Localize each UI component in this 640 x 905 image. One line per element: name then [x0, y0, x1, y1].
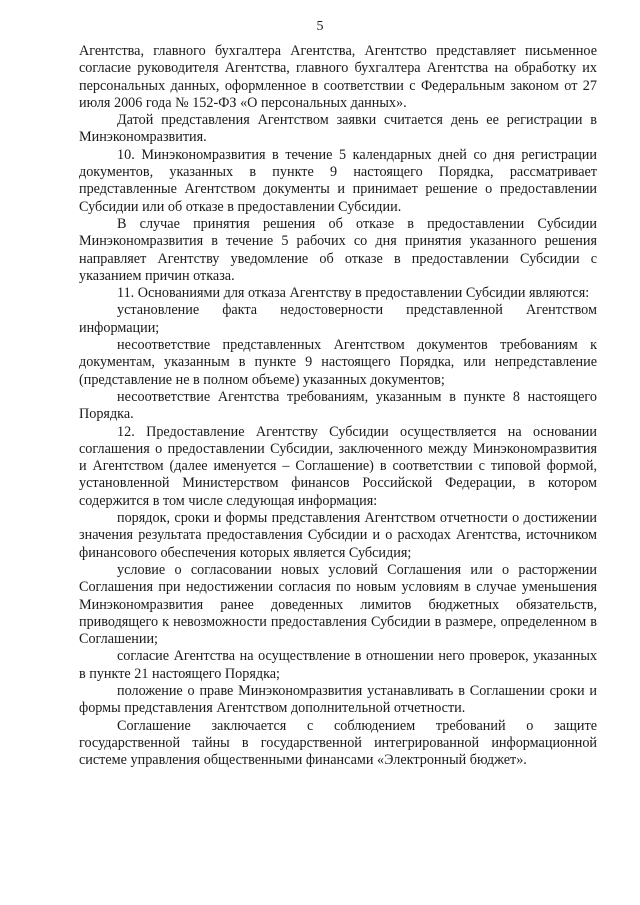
list-item-refusal-reason: установление факта недостоверности представленной Агентством информации;: [79, 302, 597, 336]
paragraph-continuation: Агентства, главного бухгалтера Агентства, Агентство представляет письменное согласие руководителя Агентства, главного бухгалтера Агентства на обработку их персональных данных, оформленное в соответствии с Федеральным законом от 27 июля 2006 года № 152-ФЗ «О персональных данных».: [79, 43, 597, 111]
document-body: [79, 43, 597, 769]
paragraph-agreement-secrecy: Соглашение заключается с соблюдением требований о защите государственной тайны в государственной интегрированной информационной системе управления общественными финансами «Электронный бюджет».: [79, 717, 597, 769]
list-item-agreement-info: положение о праве Минэкономразвития устанавливать в Соглашении сроки и формы представления Агентством дополнительной отчетности.: [79, 682, 597, 717]
list-item-refusal-reason: несоответствие Агентства требованиям, указанным в пункте 8 настоящего Порядка.: [79, 388, 597, 423]
paragraph-clause-12: 12. Предоставление Агентству Субсидии осуществляется на основании соглашения о предоставлении Субсидии, заключенного между Минэкономразвития и Агентством (далее именуется – Соглашение) в соответствии с типовой формой, установленной Министерством финансов Российской Федерации, в котором содержится в том числе следующая информация:: [79, 423, 597, 509]
paragraph-clause-11: 11. Основаниями для отказа Агентству в предоставлении Субсидии являются:: [117, 285, 590, 302]
list-item-agreement-info: согласие Агентства на осуществление в отношении него проверок, указанных в пункте 21 настоящего Порядка;: [79, 648, 597, 682]
paragraph-refusal-notice: В случае принятия решения об отказе в предоставлении Субсидии Минэкономразвития в течение 5 рабочих со дня принятия указанного решения направляет Агентству уведомление об отказе в предоставлении Субсидии с указанием причин отказа.: [79, 215, 597, 284]
paragraph-clause-10: 10. Минэкономразвития в течение 5 календарных дней со дня регистрации документов, указанных в пункте 9 настоящего Порядка, рассматривает представленные Агентством документы и принимает решение о предоставлении Субсидии или об отказе в предоставлении Субсидии.: [79, 146, 597, 215]
page-number: 5: [316, 19, 324, 34]
list-item-agreement-info: условие о согласовании новых условий Соглашения или о расторжении Соглашения при недостижении согласия по новым условиям в случае уменьшения Минэкономразвития ранее доведенных лимитов бюджетных обязательств, приводящего к невозможности предоставления Субсидии в размере, определенном в Соглашении;: [79, 561, 597, 648]
list-item-agreement-info: порядок, сроки и формы представления Агентством отчетности о достижении значения результата предоставления Субсидии и о расходах Агентства, источником финансового обеспечения которых является Субсидия;: [79, 510, 597, 561]
list-item-refusal-reason: несоответствие представленных Агентством документов требованиям к документам, указанным в пункте 9 настоящего Порядка, или непредставление (представление не в полном объеме) указанных документов;: [79, 337, 597, 388]
paragraph-application-date: Датой представления Агентством заявки считается день ее регистрации в Минэкономразвития.: [79, 112, 597, 146]
